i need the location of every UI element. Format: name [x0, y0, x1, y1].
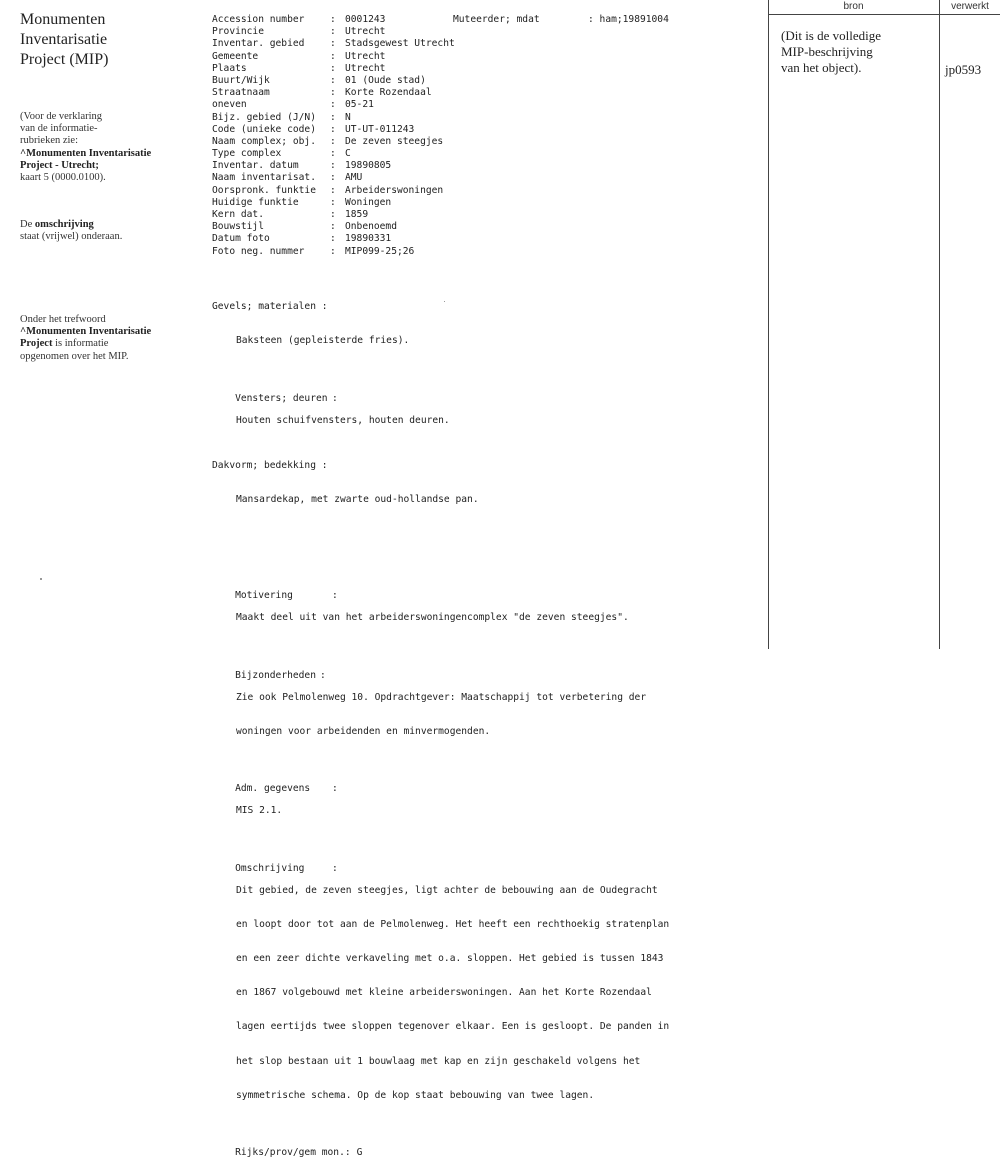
field-value: Woningen	[345, 196, 392, 208]
field-colon: :	[330, 111, 336, 123]
column-header-bron: bron	[843, 1, 864, 12]
legend-note-line: rubrieken zie:	[20, 135, 79, 147]
field-value: 1859	[345, 209, 369, 220]
field-colon: :	[330, 221, 336, 233]
section-rijks-label: Rijks/prov/gem mon.	[235, 1147, 345, 1159]
field-value: Onbenoemd	[345, 221, 397, 233]
field-label: Type complex	[212, 148, 282, 160]
field-label: Datum foto	[212, 233, 270, 245]
field-colon: :	[330, 50, 336, 62]
field-value: Arbeiderswoningen	[345, 184, 444, 196]
field-label: Plaats	[212, 62, 247, 74]
column-header-verwerkt: verwerkt	[951, 1, 989, 12]
left-column	[20, 10, 190, 70]
section-gevels-header: Gevels; materialen :	[212, 301, 328, 312]
legend-note-line: kaart 5 (0000.0100).	[20, 172, 106, 184]
section-bijzonderheden-header	[212, 658, 669, 681]
field-colon: :	[330, 209, 336, 220]
keyword-note-line: opgenomen over het MIP.	[20, 350, 129, 362]
mip-title-line-2: Inventarisatie	[20, 31, 108, 48]
section-omschrijving-header	[212, 850, 669, 874]
section-rijks-line	[212, 1135, 669, 1159]
field-label: Gemeente	[212, 50, 259, 62]
field-label: Bouwstijl	[212, 221, 264, 233]
scan-speck	[444, 301, 445, 302]
section-adm-body: MIS 2.1.	[236, 805, 283, 817]
scan-speck	[40, 578, 42, 580]
section-spacer	[212, 539, 669, 545]
field-label: Naam complex; obj.	[212, 135, 316, 147]
field-label: Inventar. gebied	[212, 38, 305, 50]
field-label: Naam inventarisat.	[212, 172, 316, 184]
section-vensters-header	[212, 380, 669, 404]
field-value: Korte Rozendaal	[345, 87, 432, 99]
field-label: Foto neg. nummer	[212, 245, 305, 257]
field-value: Stadsgewest Utrecht	[345, 38, 455, 50]
field-value: MIP099-25;26	[345, 245, 415, 257]
section-gevels-body: Baksteen (gepleisterde fries).	[236, 335, 410, 347]
legend-note-bold: ^Monumenten Inventarisatie	[20, 147, 152, 159]
description-note-bold: omschrijving	[34, 219, 94, 230]
section-dakvorm-header: Dakvorm; bedekking :	[212, 459, 328, 471]
keyword-note-text: is informatie	[52, 338, 109, 350]
field-value: De zeven steegjes	[345, 135, 444, 147]
field-label: Huidige funktie	[212, 196, 299, 208]
section-adm-label: Adm. gegevens	[235, 783, 311, 795]
field-value: 19890805	[345, 160, 392, 172]
legend-note-bold: Project - Utrecht;	[20, 159, 99, 171]
legend-note-line	[20, 160, 190, 172]
field-value: 01 (Oude stad)	[345, 74, 426, 86]
mutator-label: Muteerder; mdat	[453, 14, 540, 25]
description-note-text: De	[20, 219, 35, 230]
section-motivering-colon: :	[332, 590, 338, 602]
field-colon: :	[330, 87, 336, 99]
table-border-left	[768, 0, 769, 649]
field-label: oneven	[212, 99, 247, 111]
section-bijzonderheden-label: Bijzonderheden	[235, 669, 316, 681]
field-label: Kern dat.	[212, 209, 264, 220]
section-motivering-label: Motivering	[235, 590, 293, 602]
verwerkt-cell: jp0593	[945, 62, 982, 77]
section-motivering-header	[212, 578, 669, 602]
legend-note	[20, 111, 190, 184]
bron-cell	[781, 28, 931, 76]
section-adm-colon: :	[332, 783, 338, 795]
section-bijzonderheden-colon: :	[320, 669, 326, 681]
bron-cell-line: (Dit is de volledige	[781, 28, 882, 43]
mutator-value: : ham;19891004	[588, 14, 669, 25]
section-bijzonderheden-body: Zie ook Pelmolenweg 10. Opdrachtgever: Maatschappij tot verbetering der	[236, 691, 647, 703]
section-omschrijving-body: en loopt door tot aan de Pelmolenweg. Het heeft een rechthoekig stratenplan	[236, 918, 670, 930]
field-colon: :	[330, 26, 336, 38]
field-label: Straatnaam	[212, 87, 270, 99]
description-note	[20, 219, 190, 243]
field-value: Utrecht	[345, 62, 386, 74]
section-dakvorm-body: Mansardekap, met zwarte oud-hollandse pan.	[236, 493, 479, 505]
bron-cell-line: MIP-beschrijving	[781, 44, 873, 59]
section-bijzonderheden-body: woningen voor arbeidenden en minvermogenden.	[236, 725, 491, 737]
table-header-divider	[768, 14, 1000, 15]
field-colon: :	[330, 135, 336, 147]
description-note-line	[20, 219, 190, 231]
mip-title-line-1: Monumenten	[20, 11, 106, 28]
mip-title-line-3: Project (MIP)	[20, 51, 109, 68]
section-vensters-colon: :	[332, 392, 338, 404]
section-motivering-body: Maakt deel uit van het arbeiderswoningencomplex "de zeven steegjes".	[236, 612, 629, 624]
field-value: Utrecht	[345, 26, 386, 38]
field-value: 19890331	[345, 233, 392, 245]
record-sections	[212, 279, 669, 1158]
field-colon: :	[330, 245, 336, 257]
field-colon: :	[330, 38, 336, 50]
field-value: AMU	[345, 172, 363, 184]
field-colon: :	[330, 160, 336, 172]
section-omschrijving-label: Omschrijving	[235, 862, 305, 874]
field-value: C	[345, 148, 351, 160]
section-omschrijving-body: lagen eertijds twee sloppen tegenover elkaar. Een is gesloopt. De panden in	[236, 1021, 670, 1033]
section-rijks-value: G	[356, 1147, 363, 1159]
section-omschrijving-body: het slop bestaan uit 1 bouwlaag met kap en zijn geschakeld volgens het	[236, 1055, 641, 1067]
section-omschrijving-body: en een zeer dichte verkaveling met o.a. sloppen. Het gebied is tussen 1843	[236, 953, 664, 964]
field-colon: :	[330, 62, 336, 74]
field-colon: :	[330, 184, 336, 196]
keyword-note-line	[20, 326, 190, 338]
field-value: UT-UT-011243	[345, 123, 415, 135]
bron-cell-line: van het object).	[781, 60, 862, 75]
mip-title	[20, 10, 190, 70]
keyword-note-line: Onder het trefwoord	[20, 314, 106, 325]
field-value: 0001243	[345, 14, 386, 25]
field-colon: :	[330, 14, 336, 25]
legend-note-line	[20, 148, 190, 160]
field-colon: :	[330, 148, 336, 160]
field-colon: :	[330, 123, 336, 135]
section-omschrijving-body: symmetrische schema. Op de kop staat bebouwing van twee lagen.	[236, 1089, 595, 1101]
legend-note-line: van de informatie-	[20, 123, 98, 135]
field-value: N	[345, 111, 351, 123]
section-omschrijving-body: en 1867 volgebouwd met kleine arbeiderswoningen. Aan het Korte Rozendaal	[236, 987, 652, 999]
field-label: Provincie	[212, 26, 264, 38]
keyword-note-bold: ^Monumenten Inventarisatie	[20, 326, 152, 338]
section-rijks-colon: :	[344, 1147, 351, 1159]
keyword-note	[20, 314, 190, 363]
section-omschrijving-colon: :	[332, 862, 338, 874]
description-note-line: staat (vrijwel) onderaan.	[20, 231, 123, 243]
keyword-note-bold: Project	[20, 338, 53, 350]
field-value: Utrecht	[345, 50, 386, 62]
field-colon: :	[330, 233, 336, 245]
keyword-note-line	[20, 338, 190, 350]
field-colon: :	[330, 172, 336, 184]
table-column-divider	[939, 0, 940, 649]
field-label: Code (unieke code)	[212, 123, 316, 135]
section-adm-header	[212, 771, 669, 795]
field-colon: :	[330, 74, 336, 86]
field-colon: :	[330, 196, 336, 208]
field-label: Inventar. datum	[212, 160, 299, 172]
section-omschrijving-body: Dit gebied, de zeven steegjes, ligt achter de bebouwing aan de Oudegracht	[236, 884, 658, 896]
field-label: Oorspronk. funktie	[212, 184, 316, 196]
field-label: Bijz. gebied (J/N)	[212, 111, 316, 123]
section-vensters-label: Vensters; deuren	[235, 392, 328, 404]
legend-note-line: (Voor de verklaring	[20, 111, 103, 122]
section-vensters-body: Houten schuifvensters, houten deuren.	[236, 414, 450, 426]
field-colon: :	[330, 99, 336, 111]
field-label: Buurt/Wijk	[212, 74, 270, 86]
field-value: 05-21	[345, 99, 374, 111]
field-label: Accession number	[212, 14, 305, 25]
